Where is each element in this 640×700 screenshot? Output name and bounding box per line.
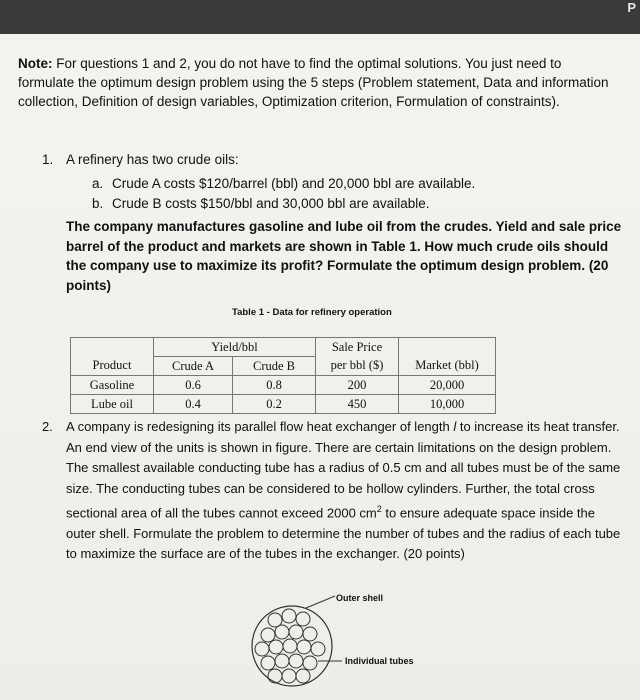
outer-shell-pointer bbox=[306, 596, 335, 608]
corner-glyph: P bbox=[627, 0, 636, 15]
tube-circles bbox=[255, 609, 325, 683]
question-1-number: 1. bbox=[42, 152, 54, 167]
crude-a-header: Crude A bbox=[154, 357, 233, 376]
table-subheader-row bbox=[71, 357, 496, 376]
cell-crude-b: 0.2 bbox=[233, 395, 316, 414]
cell-crude-a: 0.4 bbox=[154, 395, 233, 414]
table-row bbox=[71, 395, 496, 414]
empty-cell bbox=[71, 338, 154, 357]
cell-crude-a: 0.6 bbox=[154, 376, 233, 395]
refinery-table bbox=[70, 337, 496, 414]
yield-header: Yield/bbl bbox=[154, 338, 316, 357]
question-2-text bbox=[66, 417, 622, 565]
sale-price-header: Sale Price bbox=[316, 338, 399, 357]
cell-price: 200 bbox=[316, 376, 399, 395]
note-label: Note: bbox=[18, 56, 53, 71]
question-2-text-part-3: to ensure adequate space inside the outer shell. Formulate the problem to determine the number of tubes and the radius of each tube to maximize the surface are of the tubes in the exchanger. (20 points) bbox=[66, 505, 621, 562]
table-caption: Table 1 - Data for refinery operation bbox=[232, 307, 392, 318]
cell-product: Lube oil bbox=[71, 395, 154, 414]
table-header-row bbox=[71, 338, 496, 357]
note-paragraph bbox=[18, 54, 618, 111]
superscript-2: 2 bbox=[376, 504, 382, 514]
question-2-text-part-1: A company is redesigning its parallel flow heat exchanger of length bbox=[66, 419, 454, 434]
crude-b-header: Crude B bbox=[233, 357, 316, 376]
top-bar bbox=[0, 0, 640, 34]
cell-market: 20,000 bbox=[399, 376, 496, 395]
price-subheader: per bbl ($) bbox=[316, 357, 399, 376]
question-2-number: 2. bbox=[42, 419, 53, 434]
empty-cell bbox=[399, 338, 496, 357]
outer-shell-circle bbox=[252, 606, 332, 686]
cell-market: 10,000 bbox=[399, 395, 496, 414]
tubes-label: Individual tubes bbox=[345, 656, 414, 666]
cell-price: 450 bbox=[316, 395, 399, 414]
item-a-label: a. bbox=[92, 176, 104, 191]
outer-shell-label: Outer shell bbox=[336, 593, 384, 603]
length-symbol: l bbox=[453, 419, 457, 434]
heat-exchanger-figure bbox=[250, 588, 430, 700]
table-row bbox=[71, 376, 496, 395]
market-header: Market (bbl) bbox=[399, 357, 496, 376]
question-2-text-part-2: to increase its heat transfer. An end view of the units is shown in figure. There are certain limitations on the design problem. The smallest available conducting tube has a radius of 0.5 cm and all tubes must be of the same size. The conducting tubes can be considered to be hollow cylinders. Further, the total cross sectional area of all the tubes cannot exceed 2000 cm bbox=[66, 419, 621, 521]
question-1-stem: A refinery has two crude oils: bbox=[66, 152, 239, 167]
cell-product: Gasoline bbox=[71, 376, 154, 395]
item-a-text: Crude A costs $120/barrel (bbl) and 20,000 bbl are available. bbox=[112, 176, 476, 191]
item-b-label: b. bbox=[92, 196, 104, 211]
item-b-text: Crude B costs $150/bbl and 30,000 bbl are available. bbox=[112, 196, 430, 211]
cell-crude-b: 0.8 bbox=[233, 376, 316, 395]
question-1-paragraph: The company manufactures gasoline and lube oil from the crudes. Yield and sale price barrel of the product and markets are shown in Table 1. How much crude oils should the company use to maximize its profit? Formulate the optimum design problem. (20 points) bbox=[66, 219, 622, 293]
product-header: Product bbox=[71, 357, 154, 376]
note-text: For questions 1 and 2, you do not have to find the optimal solutions. You just need to formulate the optimum design problem using the 5 steps (Problem statement, Data and information collection, Definition of design variables, Optimization criterion, Formulation of constraints). bbox=[18, 56, 609, 109]
